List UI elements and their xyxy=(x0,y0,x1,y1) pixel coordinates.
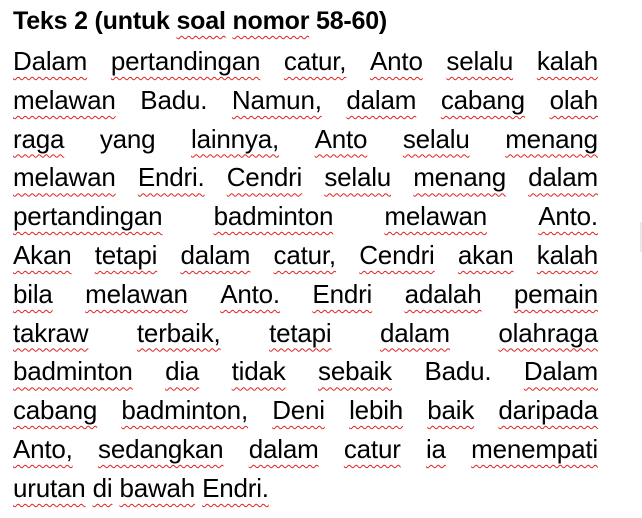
word: Akan xyxy=(13,239,72,270)
word: raga xyxy=(13,123,65,154)
word: Endri xyxy=(312,278,373,309)
word: melawan xyxy=(13,162,116,193)
word: pertandingan xyxy=(13,201,163,232)
space xyxy=(309,7,316,35)
word: bawah xyxy=(119,472,196,503)
word: sebaik xyxy=(318,356,392,387)
paragraph xyxy=(13,42,598,508)
word: terbaik, xyxy=(136,317,221,348)
text-line xyxy=(13,42,598,81)
word: tetapi xyxy=(269,317,332,348)
word: Endri. xyxy=(202,472,269,503)
heading-word: soal xyxy=(176,7,226,35)
word: catur, xyxy=(283,46,347,76)
word: Cendri xyxy=(226,162,303,193)
word: urutan xyxy=(13,472,86,503)
space xyxy=(195,469,202,508)
word: dia xyxy=(165,356,200,387)
space xyxy=(86,469,93,508)
word: Anto. xyxy=(538,201,598,232)
word: kalah xyxy=(536,46,598,76)
word: melawan xyxy=(13,84,116,115)
word: badminton xyxy=(13,356,133,387)
word: melawan xyxy=(85,278,188,309)
space xyxy=(88,7,95,35)
word: Anto xyxy=(370,46,423,76)
word: daripada xyxy=(498,395,598,426)
word: takraw xyxy=(13,317,89,348)
word: melawan xyxy=(384,201,488,232)
word: cabang xyxy=(13,395,98,426)
text-line xyxy=(13,430,598,469)
text-line xyxy=(13,275,598,314)
word: Dalam xyxy=(523,356,598,387)
word: dalam xyxy=(346,84,417,115)
space xyxy=(170,7,177,35)
document-body xyxy=(13,4,598,508)
text-line xyxy=(13,391,598,430)
word: olah xyxy=(549,84,598,115)
text-line xyxy=(13,469,598,508)
heading-word: (untuk xyxy=(94,7,170,35)
word: Anto, xyxy=(13,433,73,464)
word: menempati xyxy=(471,433,598,464)
word: yang xyxy=(99,123,156,154)
word: selalu xyxy=(446,46,514,76)
text-line xyxy=(13,81,598,120)
text-line xyxy=(13,314,598,353)
word: olahraga xyxy=(498,317,598,348)
space xyxy=(226,7,233,35)
word: adalah xyxy=(404,278,482,309)
word: Anto. xyxy=(220,278,280,309)
word: Anto xyxy=(314,123,368,154)
word: pemain xyxy=(513,278,598,309)
word: pertandingan xyxy=(110,46,261,76)
word: dalam xyxy=(248,433,319,464)
word: kalah xyxy=(536,239,598,270)
text-line xyxy=(13,120,598,159)
word: Badu. xyxy=(424,356,492,387)
word: menang xyxy=(413,162,506,193)
word: dalam xyxy=(380,317,450,348)
word: Endri. xyxy=(137,162,205,193)
word: bila xyxy=(13,278,53,309)
word: akan xyxy=(457,239,514,270)
word: badminton xyxy=(213,201,334,232)
heading-word: nomor xyxy=(232,7,310,35)
word: catur, xyxy=(273,239,336,270)
word: Dalam xyxy=(13,46,88,76)
word: Namun, xyxy=(231,84,322,115)
word: catur xyxy=(343,433,401,464)
word: cabang xyxy=(440,84,525,115)
word: tidak xyxy=(231,356,286,387)
heading-word: Teks xyxy=(13,7,68,35)
text-heading xyxy=(13,4,598,42)
text-line xyxy=(13,352,598,391)
text-line xyxy=(13,197,598,236)
word: Deni xyxy=(272,395,325,426)
heading-word: 2 xyxy=(74,7,88,35)
space xyxy=(67,7,74,35)
word: lainnya, xyxy=(191,123,280,154)
heading-word: 58-60) xyxy=(315,7,388,35)
word: selalu xyxy=(402,123,470,154)
word: menang xyxy=(505,123,598,154)
word: ia xyxy=(425,433,446,464)
word: sedangkan xyxy=(98,433,224,464)
word: tetapi xyxy=(94,239,158,270)
word: badminton, xyxy=(121,395,248,426)
word: baik xyxy=(427,395,475,426)
space xyxy=(112,469,119,508)
word: dalam xyxy=(528,162,598,193)
word: lebih xyxy=(349,395,404,426)
text-line xyxy=(13,236,598,275)
word: di xyxy=(92,472,113,503)
word: selalu xyxy=(324,162,392,193)
word: Cendri xyxy=(359,239,435,270)
word: Badu. xyxy=(140,84,208,115)
word: dalam xyxy=(180,239,251,270)
text-line xyxy=(13,158,598,197)
